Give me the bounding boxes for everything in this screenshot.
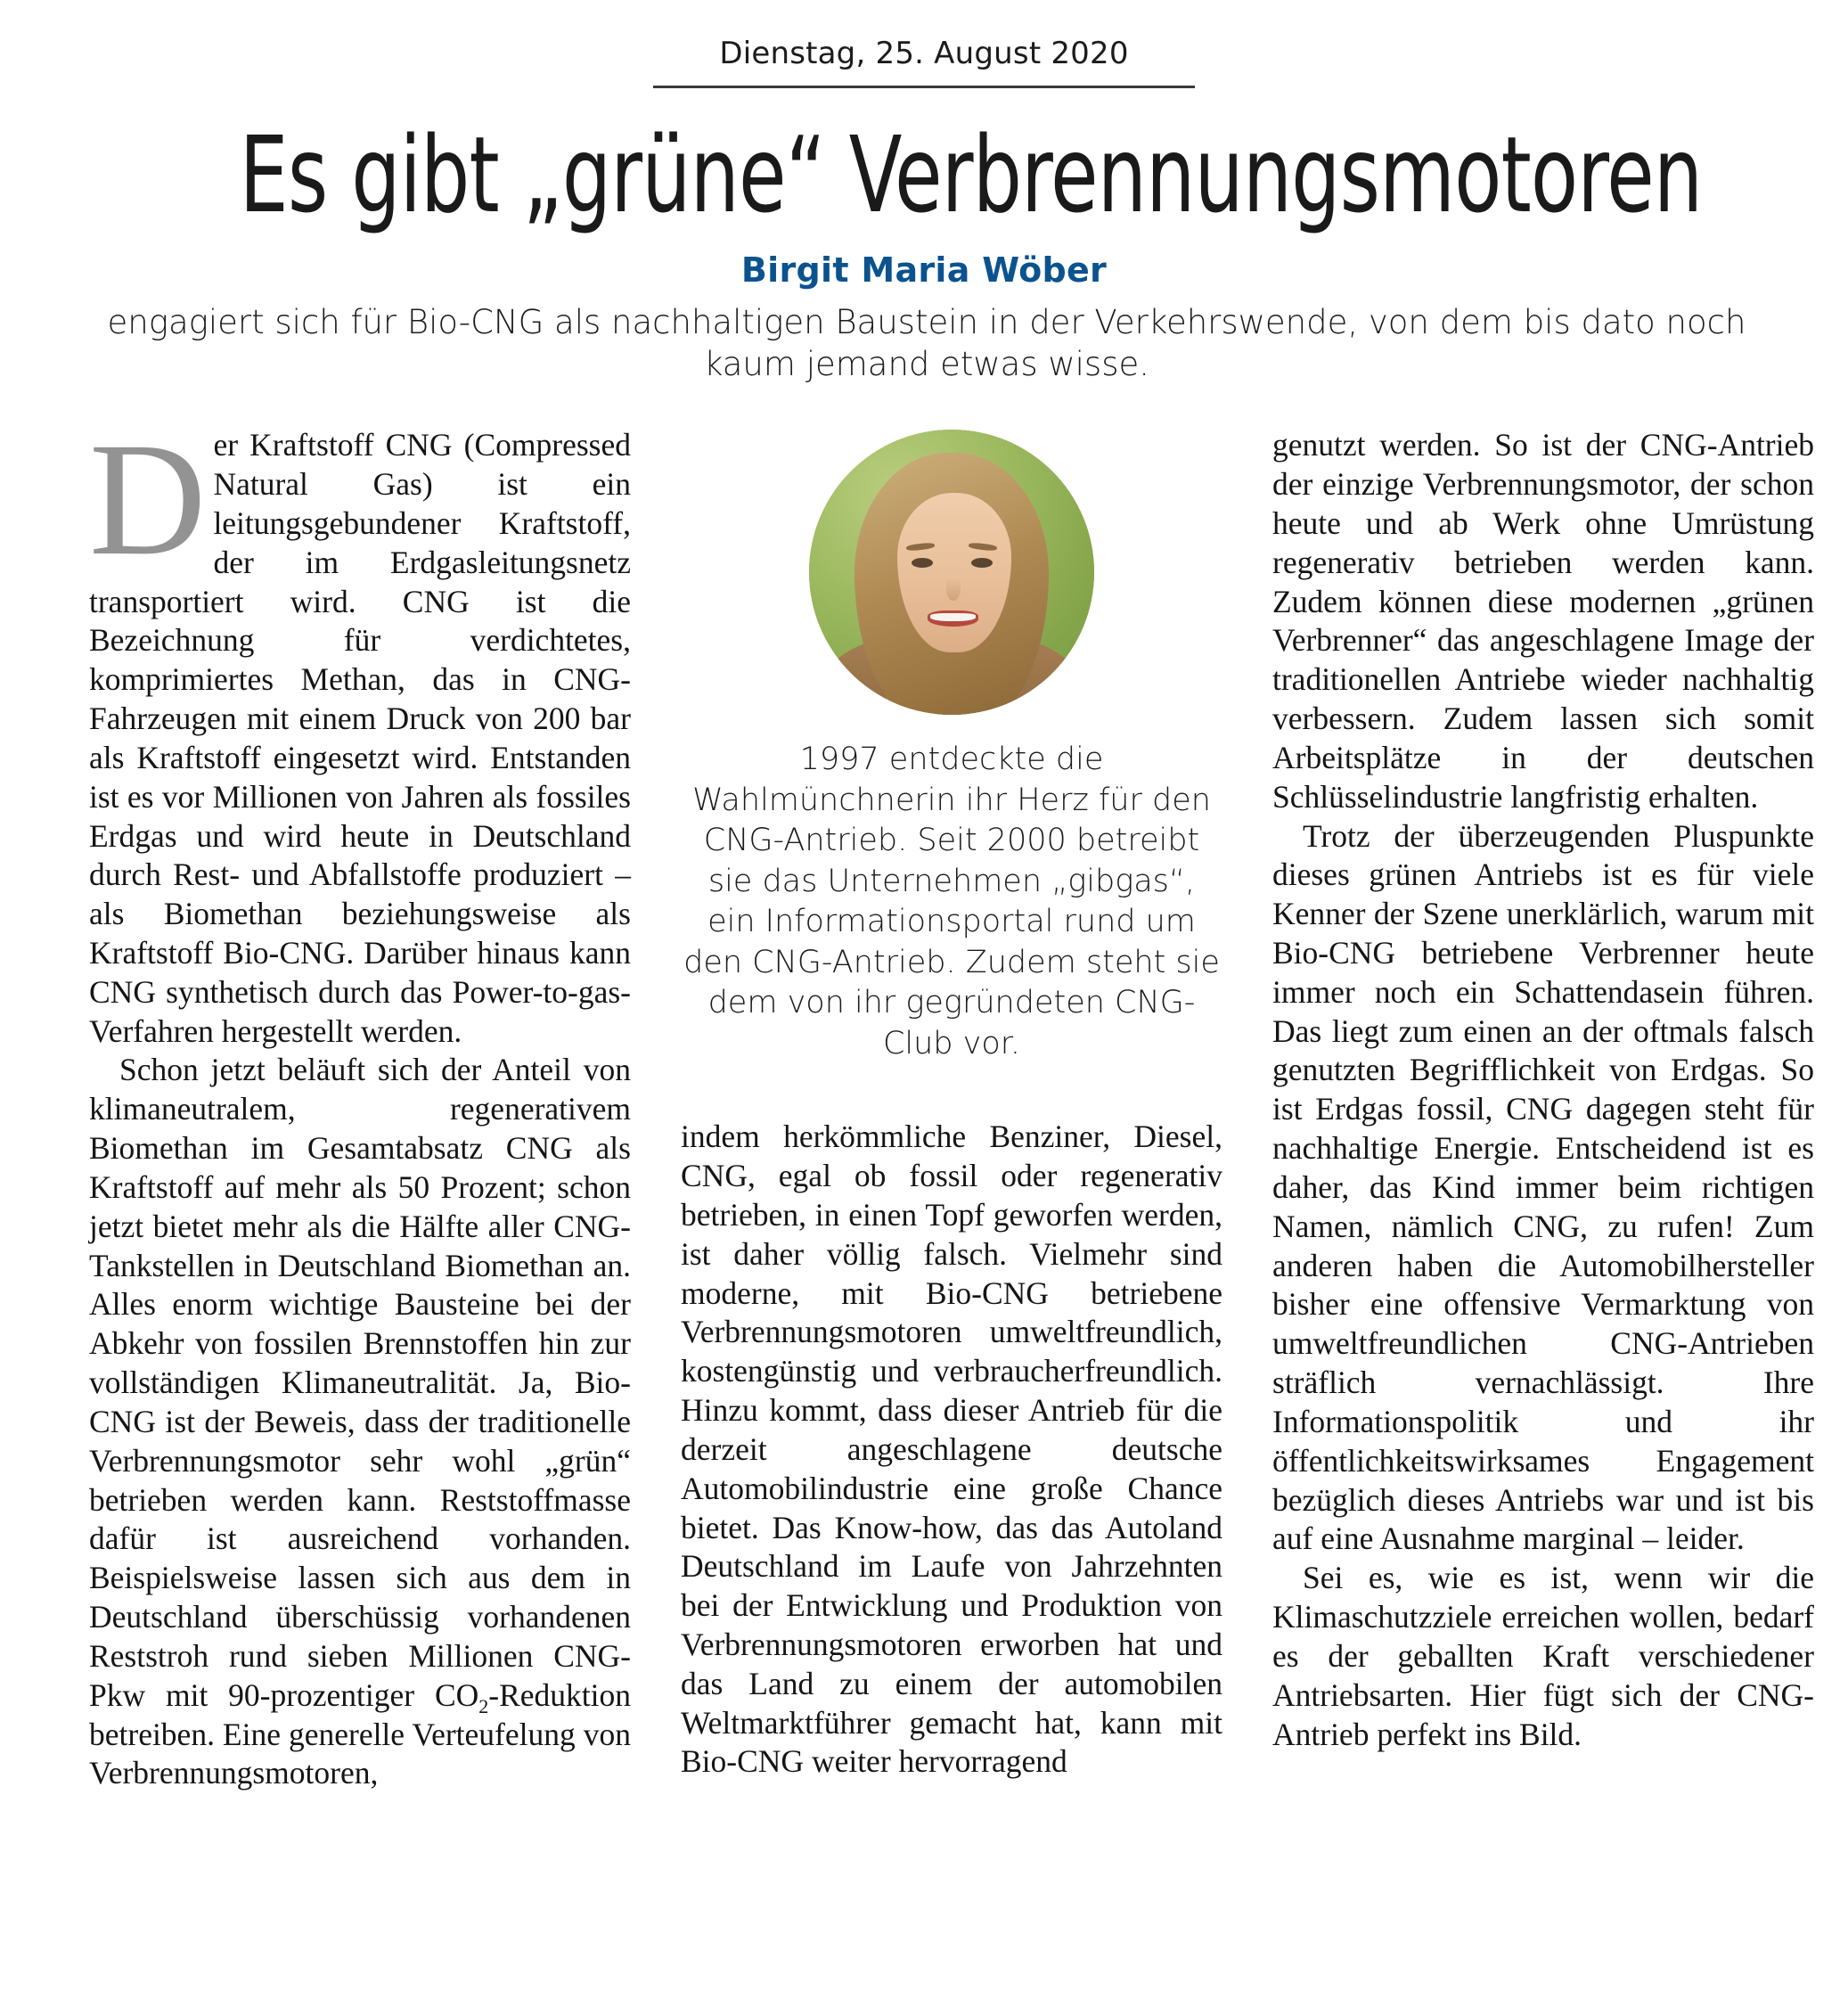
column-right-body <box>1272 426 1814 1754</box>
page-title: Es gibt „grüne“ Verbrennungsmotoren <box>239 113 1703 236</box>
column-left-body <box>89 410 631 1793</box>
paragraph-text: genutzt werden. So ist der CNG-Antrieb der einzige Verbrennungsmotor, der schon heute und ab Werk ohne Umrüstung regenerativ betrieben werden kann. Zudem können diese modernen „grünen Verbrenner“ das angeschlagene Image der traditionellen Antriebe wieder nachhaltig verbessern. Zudem lassen sich somit Arbeitsplätze in der deutschen Schlüsselindustrie langfristig erhalten. <box>1272 427 1814 815</box>
drop-cap: D <box>89 410 207 590</box>
column-right <box>1272 426 1814 1754</box>
photo-nose <box>946 578 961 602</box>
photo-caption: 1997 entdeckte die Wahlmünchnerin ihr Herz für den CNG-Antrieb. Seit 2000 betreibt sie das Unternehmen „gibgas“, ein Informationsportal rund um den CNG-Antrieb. Zudem steht sie dem von ihr gegründeten CNG-Club vor. <box>683 742 1220 1061</box>
paragraph <box>681 1118 1222 1782</box>
paragraph-text: er Kraftstoff CNG (Compressed Natural Gas) ist ein leitungsgebundener Kraftstoff, der im Erdgasleitungsnetz transportiert wird. CNG ist die Bezeichnung für verdichtetes, komprimiertes Methan, das in CNG-Fahrzeugen mit einem Druck von 200 bar als Kraftstoff eingesetzt wird. Entstanden ist es vor Millionen von Jahren als fossiles Erdgas und wird heute in Deutschland durch Rest- und Abfallstoffe produziert – als Biomethan beziehungsweise als Kraftstoff Bio-CNG. Darüber hinaus kann CNG synthetisch durch das Power-to-gas-Verfahren hergestellt werden. <box>89 427 631 1049</box>
paragraph <box>1272 1559 1814 1754</box>
photo-teeth <box>930 613 976 621</box>
column-middle-body <box>681 1118 1222 1782</box>
paragraph <box>89 1051 631 1793</box>
paragraph <box>89 410 631 1051</box>
paragraph-text: Sei es, wie es ist, wenn wir die Klimaschutzziele erreichen wollen, bedarf es der geballten Kraft verschiedener Antriebsarten. Hier fügt sich der CNG-Antrieb perfekt ins Bild. <box>1272 1560 1814 1752</box>
portrait-photo-wrap <box>681 430 1222 715</box>
paragraph <box>1272 426 1814 816</box>
article-deck: engagiert sich für Bio-CNG als nachhaltigen Baustein in der Verkehrswende, von dem bis dato noch kaum jemand etwas wisse. <box>107 303 1746 383</box>
column-middle <box>681 426 1222 1782</box>
publication-date: Dienstag, 25. August 2020 <box>653 36 1195 88</box>
paragraph-text: Trotz der überzeugenden Pluspunkte dieses grünen Antriebs ist es für viele Kenner der Szene unerklärlich, warum mit Bio-CNG betriebene Verbrenner heute immer noch ein Schattendasein führen. Das liegt zum einen an der oftmals falsch genutzten Begrifflichkeit von Erdgas. So ist Erdgas fossil, CNG dagegen steht für nachhaltige Energie. Entscheidend ist es daher, das Kind immer beim richtigen Namen, nämlich CNG, zu rufen! Zum anderen haben die Automobilhersteller bisher eine offensive Vermarktung von umweltfreundlichen CNG-Antrieben sträflich vernachlässigt. Ihre Informationspolitik und ihr öffentlichkeitswirksames Engagement bezüglich dieses Antriebs war und ist bis auf eine Ausnahme marginal – leider. <box>1272 817 1814 1557</box>
article-columns <box>89 410 1814 1793</box>
paragraph <box>1272 817 1814 1560</box>
paragraph-text: Schon jetzt beläuft sich der Anteil von klimaneutralem, regenerativem Biomethan im Gesamtabsatz CNG als Kraftstoff auf mehr als 50 Prozent; schon jetzt bietet mehr als die Hälfte aller CNG-Tankstellen in Deutschland Biomethan an. Alles enorm wichtige Bausteine bei der Abkehr von fossilen Brennstoffen hin zur vollständigen Klimaneutralität. Ja, Bio-CNG ist der Beweis, dass der traditionelle Verbrennungsmotor sehr wohl „grün“ betrieben werden kann. Reststoffmasse dafür ist ausreichend vorhanden. Beispielsweise lassen sich aus dem in Deutschland überschüssig vorhandenen Reststroh rund sieben Millionen CNG-Pkw mit 90-prozentiger $CO_2$-Reduktion betreiben. Eine generelle Verteufelung von Verbrennungsmotoren, <box>89 1052 631 1791</box>
masthead <box>89 0 1759 88</box>
column-left <box>89 410 631 1793</box>
article-byline: Birgit Maria Wöber <box>740 250 1108 290</box>
portrait-photo <box>809 430 1094 715</box>
paragraph-text: indem herkömmliche Benziner, Diesel, CNG, egal ob fossil oder regenerativ betrieben, in einen Topf geworfen werden, ist daher völlig falsch. Vielmehr sind moderne, mit Bio-CNG betriebene Verbrennungsmotoren umweltfreundlich, kostengünstig und verbraucherfreundlich. Hinzu kommt, dass dieser Antrieb für die derzeit angeschlagene deutsche Automobilindustrie eine große Chance bietet. Das Know-how, das das Autoland Deutschland im Laufe von Jahrzehnten bei der Entwicklung und Produktion von Verbrennungsmotoren erworben hat und das Land zu einem der automobilen Weltmarktführer gemacht hat, kann mit Bio-CNG weiter hervorragend <box>681 1119 1222 1780</box>
photo-mouth <box>928 611 979 626</box>
